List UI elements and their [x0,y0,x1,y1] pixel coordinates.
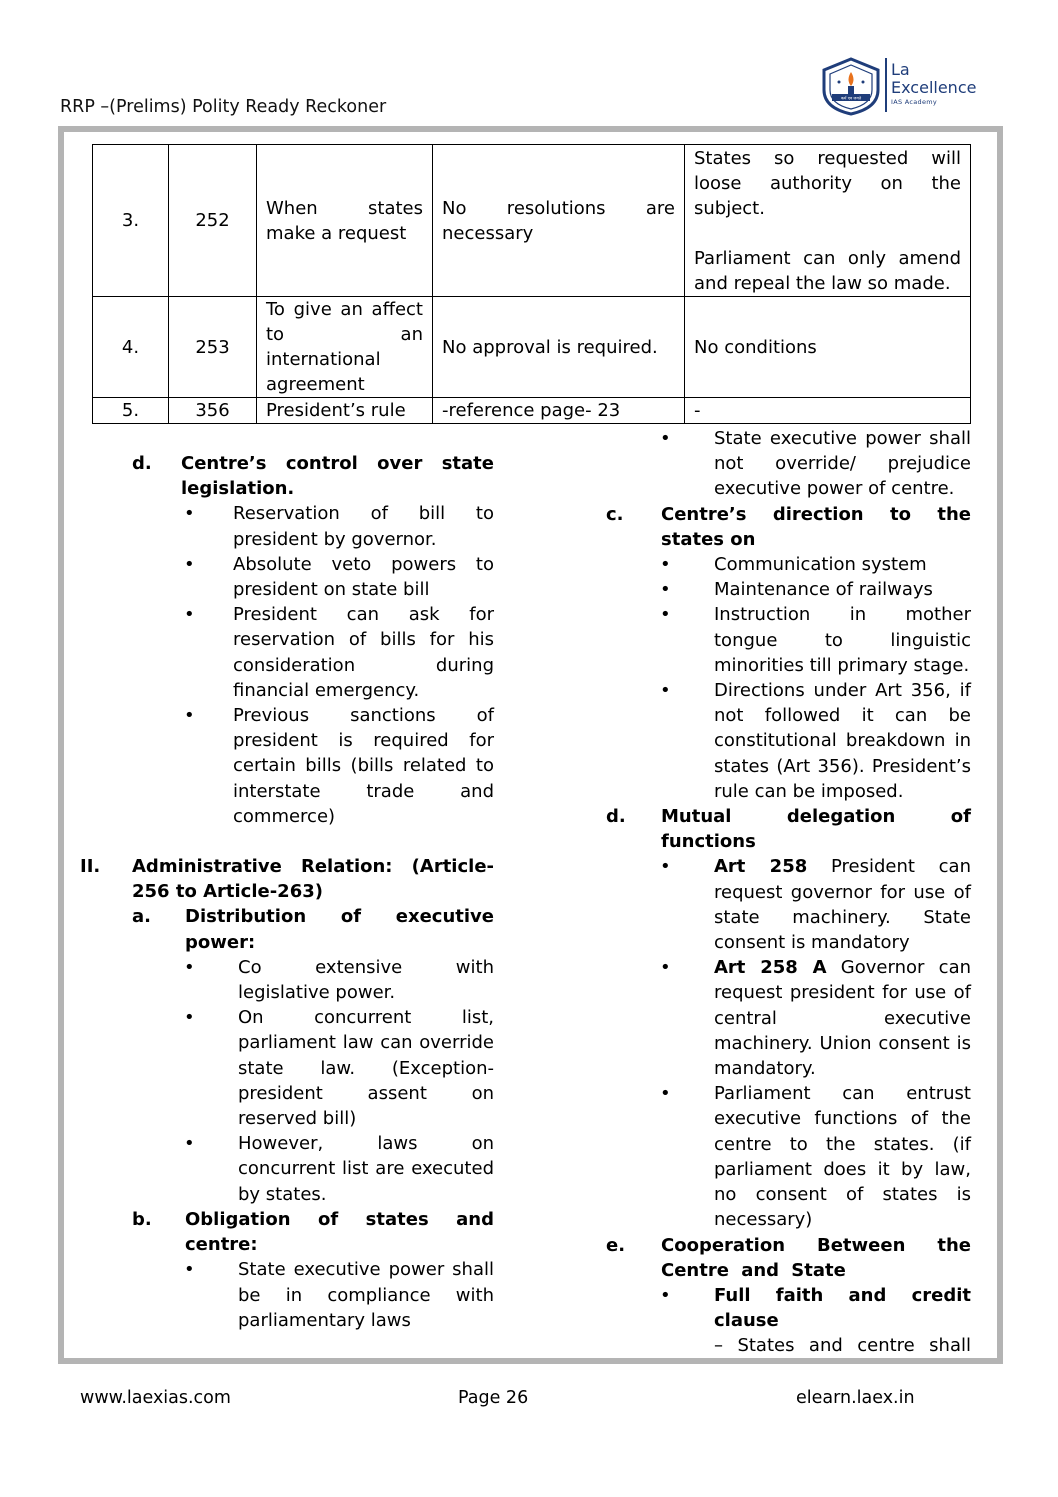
table-row [93,145,971,297]
bullet-icon: • [184,553,195,575]
article-number: 253 [169,297,257,398]
list-item [80,602,494,703]
bullet-text: Reservation of bill to president by governor. [233,503,494,550]
situation-cell: When states make a request [257,145,433,297]
row-number: 4. [93,297,169,398]
brand-logo [818,56,988,116]
bullet-text: Maintenance of railways [714,579,933,601]
bullet-text: Parliament can entrust executive functions of the centre to the states. (if parliament does it by law, no consent of states is necessary) [714,1083,971,1231]
bullet-text [714,1283,971,1359]
clause-title: Full faith and credit clause [714,1284,971,1332]
list-item [80,955,494,1005]
approval-cell: -reference page- 23 [433,398,685,424]
article-ref: Art 258 A [714,957,827,979]
bullet-icon: • [660,428,671,449]
document-header-title: RRP –(Prelims) Polity Ready Reckoner [60,97,387,117]
right-column [606,426,971,1359]
section-title: Administrative Relation: (Article-256 to Article-263) [132,856,494,903]
section-label: c. [606,503,624,525]
section-II-heading [80,854,494,904]
list-item [606,955,971,1081]
section-a-heading [80,904,494,954]
bullet-text: Directions under Art 356, if not followed it can be constitutional breakdown in states (Art 356). President’s rule can be imposed. [714,680,971,802]
section-title: Centre’s direction to the states on [661,503,971,550]
article-number: 356 [169,398,257,424]
bullet-icon: • [660,554,671,576]
section-title: Centre’s control over state legislation. [181,453,494,500]
legislation-table [92,144,971,424]
section-label: d. [606,806,626,828]
bullet-text: President can ask for reservation of bills for his consideration during financial emergency. [233,604,494,701]
section-label: a. [132,906,151,928]
section-c-heading [606,502,971,552]
bullet-icon: • [660,604,671,626]
footer-elearn-link[interactable]: elearn.laex.in [796,1388,915,1408]
list-item [606,602,971,678]
bullet-text: However, laws on concurrent list are executed by states. [238,1133,494,1205]
section-b-heading [80,1207,494,1257]
list-item [80,501,494,551]
situation-cell: President’s rule [257,398,433,424]
list-item [80,552,494,602]
bullet-icon: • [660,680,671,702]
condition-text: Parliament can only amend and repeal the law so made. [694,247,961,294]
list-item [606,577,971,602]
section-d-heading [606,804,971,854]
bullet-text [714,854,971,955]
footer-website-link[interactable]: www.laexias.com [80,1388,231,1408]
bullet-icon: • [660,1083,671,1105]
bullet-rest: Governor can request president for use of central executive machinery. Union consent is mandatory. [714,957,972,1080]
bullet-text: Absolute veto powers to president on state bill [233,553,494,601]
section-title: Mutual delegation of functions [661,806,971,853]
section-label: b. [132,1208,152,1230]
bullet-text: Instruction in mother tongue to linguistic minorities till primary stage. [714,604,971,676]
bullet-icon: • [184,604,195,626]
bullet-icon: • [660,856,671,878]
section-title: Cooperation Between the Centre and State [661,1234,971,1281]
row-number: 3. [93,145,169,297]
bullet-text [714,955,971,1081]
list-item [606,854,971,955]
article-number: 252 [169,145,257,297]
shield-emblem-icon [818,56,884,116]
conditions-cell [685,145,971,297]
bullet-icon: • [660,1284,671,1306]
list-item [80,1257,494,1333]
bullet-icon: • [184,1259,195,1281]
situation-cell: To give an affect to an international agreement [257,297,433,398]
bullet-text: Co extensive with legislative power. [238,956,494,1004]
section-label: II. [80,856,101,878]
section-e-heading [606,1233,971,1283]
row-number: 5. [93,398,169,424]
condition-text: States so requested will loose authority on the subject. [694,147,961,219]
bullet-text: State executive power shall not override/ prejudice executive power of centre. [714,428,971,500]
footer-page-number: Page 26 [458,1388,529,1408]
section-title: Distribution of executive power: [185,906,494,953]
article-ref: Art 258 [714,856,808,878]
section-title: Obligation of states and centre: [185,1208,494,1256]
bullet-rest: President can request governor for use of state machinery. State consent is mandatory [714,856,971,954]
svg-text:कर्म एव जयते: कर्म एव जयते [840,95,862,101]
left-column [80,451,494,1333]
table-row [93,297,971,398]
list-item [606,552,971,577]
list-item [80,1131,494,1207]
logo-text-ias-academy: IAS Academy [891,98,938,106]
logo-divider [884,56,888,116]
conditions-cell: No conditions [685,297,971,398]
approval-cell: No resolutions are necessary [433,145,685,297]
bullet-rest: – States and centre shall [714,1335,971,1357]
bullet-icon: • [184,1007,195,1029]
list-item [80,1005,494,1131]
table-row [93,398,971,424]
list-item [80,703,494,829]
list-item [606,1081,971,1232]
logo-text-la: La [891,60,910,79]
section-label: e. [606,1234,626,1256]
logo-text-excellence: Excellence [891,78,977,97]
bullet-icon: • [184,956,195,978]
bullet-text: On concurrent list, parliament law can override state law. (Exception- president assent on reserved bill) [238,1007,494,1130]
bullet-icon: • [660,579,671,601]
conditions-cell: - [685,398,971,424]
bullet-icon: • [184,1133,195,1155]
bullet-text: Communication system [714,554,927,576]
bullet-icon: • [184,503,195,525]
bullet-text: State executive power shall be in compliance with parliamentary laws [238,1259,494,1331]
bullet-icon: • [184,705,195,727]
list-item [606,678,971,804]
bullet-text: Previous sanctions of president is required for certain bills (bills related to interstate trade and commerce) [233,705,494,827]
list-item [606,426,971,502]
approval-cell: No approval is required. [433,297,685,398]
section-d-heading [80,451,494,501]
bullet-icon: • [660,957,671,979]
list-item [606,1283,971,1359]
section-label: d. [132,453,152,474]
